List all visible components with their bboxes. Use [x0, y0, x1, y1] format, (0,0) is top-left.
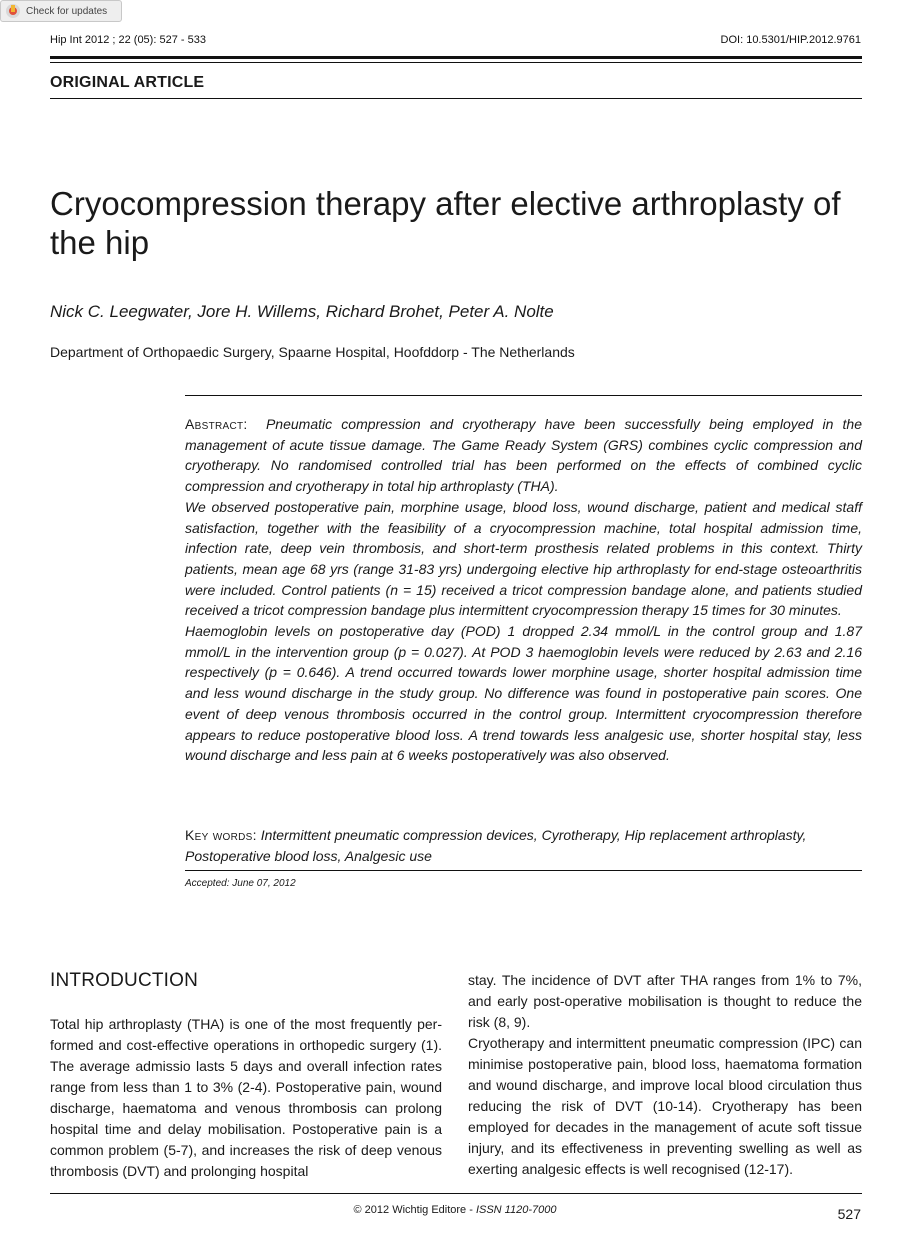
- body-paragraph: stay. The incidence of DVT after THA ranges from 1% to 7%, and early post-operative mobilisation is thought to reduce the risk (8, 9).: [468, 972, 862, 1030]
- abstract: [185, 414, 862, 766]
- introduction-heading: INTRODUCTION: [50, 970, 199, 991]
- abstract-text: Pneumatic compression and cryotherapy have been successfully being employed in the management of acute tissue damage. The Game Ready System (GRS) combines cyclic compression and cryotherapy. No randomised controlled trial has been performed on the effects of combined cyclic compression and cryotherapy in total hip arthroplasty (THA).: [185, 416, 863, 495]
- body-column-left: [50, 1014, 442, 1182]
- body-paragraph: Total hip arthroplasty (THA) is one of the most frequently performed and cost-effective operations in orthopedic surgery (1). The average admissio lasts 5 days and overall infection rates range from less than 1 to 3% (2-4). Postoperative pain, wound discharge, haematoma and venous thrombosis can prolong hospital time and delay mobilisation. Postoperative pain is a common problem (5-7), and increases the risk of deep venous thrombosis (DVT) and prolonging hospital: [50, 1016, 442, 1179]
- issn: ISSN 1120-7000: [475, 1204, 557, 1216]
- check-for-updates-label: Check for updates: [26, 5, 108, 17]
- body-column-right: [468, 970, 862, 1180]
- doi: DOI: 10.5301/HIP.2012.9761: [720, 34, 861, 46]
- accepted-date: Accepted: June 07, 2012: [185, 878, 296, 889]
- keywords-label: Key words:: [185, 827, 257, 843]
- abstract-paragraph: [185, 414, 862, 497]
- header-rule-thick: [50, 56, 862, 59]
- section-rule: [50, 98, 862, 99]
- abstract-paragraph: Haemoglobin levels on postoperative day (POD) 1 dropped 2.34 mmol/L in the control group and 1.87 mmol/L in the intervention group (p = 0.027). At POD 3 haemoglobin levels were reduced by 2.63 and 2.16 respectively (p = 0.646). A trend occurred towards lower morphine usage, shorter hospital admission time and less wound discharge in the study group. No difference was found in postoperative pain scores. One event of deep venous thrombosis occurred in the control group. Intermittent cryocompression therefore appears to reduce postoperative blood loss. A trend towards less analgesic use, shorter hospital stay, less wound discharge and less pain at 6 weeks postoperatively was also observed.: [185, 623, 862, 764]
- article-title: Cryocompression therapy after elective arthroplasty of the hip: [50, 185, 841, 261]
- authors: Nick C. Leegwater, Jore H. Willems, Richard Brohet, Peter A. Nolte: [50, 302, 554, 321]
- check-for-updates-button[interactable]: [0, 0, 122, 22]
- abstract-label: Abstract:: [185, 416, 248, 432]
- keywords: [185, 825, 862, 867]
- keywords-text: Intermittent pneumatic compression devices, Cyrotherapy, Hip replacement arthroplasty, Postoperative blood loss, Analgesic use: [185, 827, 807, 864]
- header-rule-thin: [50, 62, 862, 63]
- journal-reference: Hip Int 2012 ; 22 (05): 527 - 533: [50, 34, 206, 46]
- footer-rule: [50, 1193, 862, 1194]
- abstract-rule-top: [185, 395, 862, 396]
- crossmark-icon: [6, 4, 20, 18]
- keywords-rule: [185, 870, 862, 871]
- section-label: ORIGINAL ARTICLE: [50, 74, 205, 91]
- footer-copyright: [0, 1204, 910, 1216]
- copyright-text: © 2012 Wichtig Editore -: [353, 1204, 476, 1216]
- page-number: 527: [837, 1206, 861, 1222]
- abstract-paragraph: We observed postoperative pain, morphine usage, blood loss, wound discharge, patient and medical staff satisfaction, together with the feasibility of a cryocompression machine, total hospital admission time, infection rate, deep vein thrombosis, and short-term prosthesis related problems in this context. Thirty patients, mean age 68 yrs (range 31-83 yrs) undergoing elective hip arthroplasty for end-stage osteoarthritis were included. Control patients (n = 15) received a tricot compression bandage alone, and patients studied received a tricot compression bandage plus intermittent cryocompression therapy 15 times for 30 minutes.: [185, 498, 862, 619]
- affiliation: Department of Orthopaedic Surgery, Spaarne Hospital, Hoofddorp - The Netherlands: [50, 344, 575, 360]
- body-paragraph: Cryotherapy and intermittent pneumatic compression (IPC) can minimise postoperative pain, blood loss, haematoma formation and wound discharge, and improve local blood circulation thus reducing the risk of DVT (10-14). Cryotherapy has been employed for decades in the management of acute soft tissue injury, and its effectiveness in preventing swelling as well as exerting analgesic effects is well recognised (12-17).: [468, 1035, 862, 1177]
